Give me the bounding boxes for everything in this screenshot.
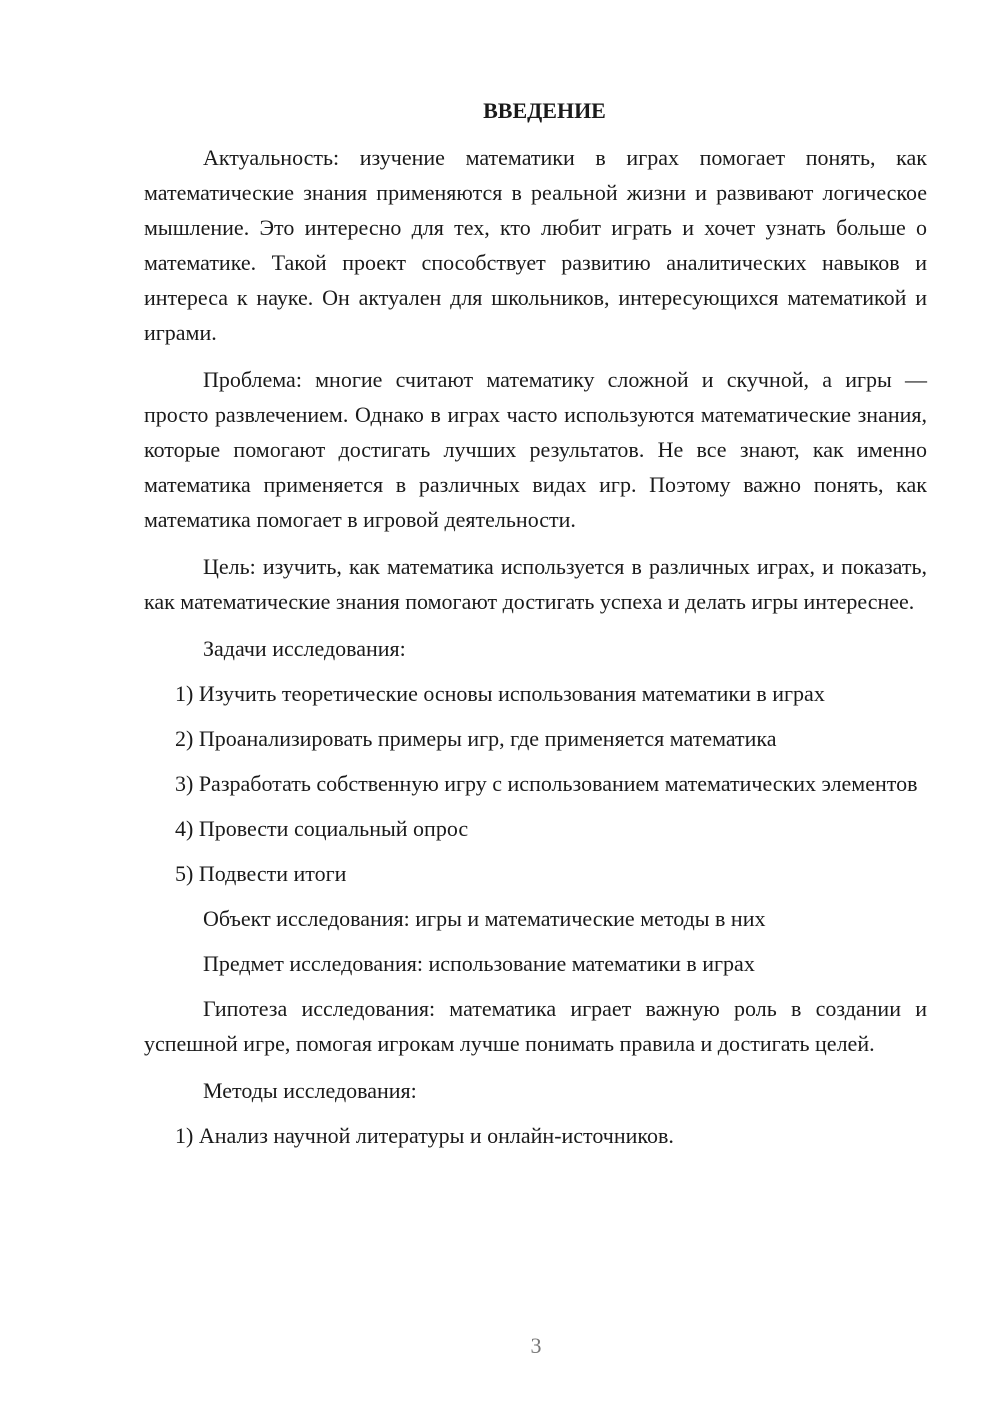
document-body <box>144 96 927 1163</box>
relevance-paragraph: Актуальность: изучение математики в играх помогает понять, как математические знания применяются в реальной жизни и развивают логическое мышление. Это интересно для тех, кто любит играть и хочет узнать больше о математике. Такой проект способствует развитию аналитических навыков и интереса к науке. Он актуален для школьников, интересующихся математикой и играми. <box>144 145 927 345</box>
task-item: 3) Разработать собственную игру с использованием математических элементов <box>175 771 918 796</box>
problem-paragraph: Проблема: многие считают математику сложной и скучной, а игры — просто развлечением. Однако в играх часто используются математические знания, которые помогают достигать лучших результатов. Не все знают, как именно математика применяется в различных видах игр. Поэтому важно понять, как математика помогает в игровой деятельности. <box>144 367 927 532</box>
hypothesis-paragraph: Гипотеза исследования: математика играет важную роль в создании и успешной игре, помогая игрокам лучше понимать правила и достигать целей. <box>144 996 927 1056</box>
task-item: 1) Изучить теоретические основы использования математики в играх <box>175 681 825 706</box>
subject-line: Предмет исследования: использование математики в играх <box>203 951 755 976</box>
goal-paragraph: Цель: изучить, как математика используется в различных играх, и показать, как математические знания помогают достигать успеха и делать игры интереснее. <box>144 554 927 614</box>
task-item: 4) Провести социальный опрос <box>175 816 469 841</box>
object-line: Объект исследования: игры и математические методы в них <box>203 906 766 931</box>
tasks-heading: Задачи исследования: <box>203 636 406 661</box>
task-item: 2) Проанализировать примеры игр, где применяется математика <box>175 726 777 751</box>
page-number: 3 <box>530 1333 542 1358</box>
page-title: ВВЕДЕНИЕ <box>483 98 606 123</box>
methods-heading: Методы исследования: <box>203 1078 417 1103</box>
method-item: 1) Анализ научной литературы и онлайн-источников. <box>175 1123 674 1148</box>
task-item: 5) Подвести итоги <box>175 861 347 886</box>
